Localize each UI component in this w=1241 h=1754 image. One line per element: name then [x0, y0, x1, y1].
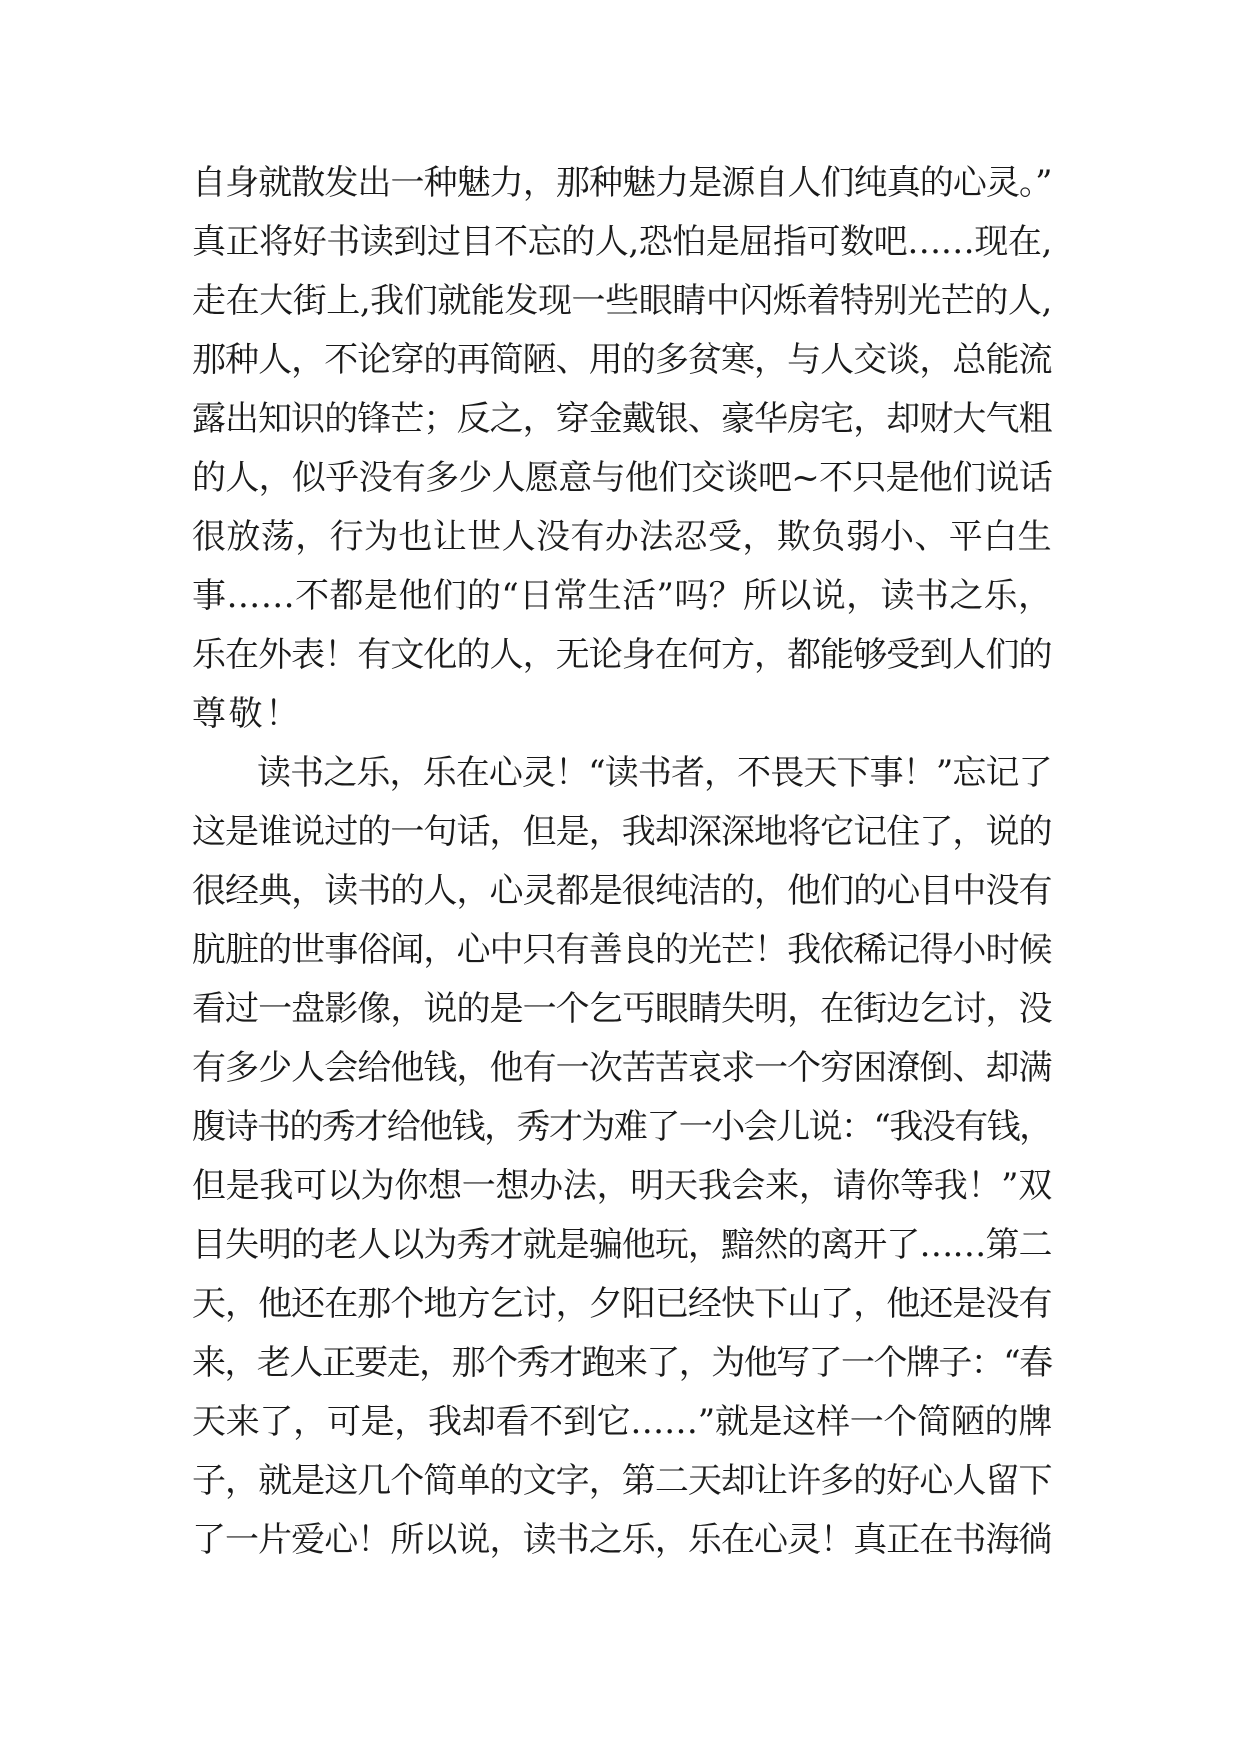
- text-line: 那种人，不论穿的再简陋、用的多贫寒，与人交谈，总能流: [192, 340, 1052, 380]
- text-line: 有多少人会给他钱，他有一次苦苦哀求一个穷困潦倒、却满: [192, 1048, 1052, 1088]
- text-line: 但是我可以为你想一想办法，明天我会来，请你等我！”双: [192, 1166, 1052, 1206]
- text-line: 走在大街上,我们就能发现一些眼睛中闪烁着特别光芒的人,: [192, 281, 1052, 321]
- text-line: 乐在外表！有文化的人，无论身在何方，都能够受到人们的: [192, 635, 1052, 675]
- text-line: 天，他还在那个地方乞讨，夕阳已经快下山了，他还是没有: [192, 1284, 1052, 1324]
- text-line: 子，就是这几个简单的文字，第二天却让许多的好心人留下: [192, 1461, 1052, 1501]
- text-line: 来，老人正要走，那个秀才跑来了，为他写了一个牌子：“春: [192, 1343, 1052, 1383]
- text-line: 腹诗书的秀才给他钱，秀才为难了一小会儿说：“我没有钱，: [192, 1107, 1052, 1147]
- text-line: 很放荡，行为也让世人没有办法忍受，欺负弱小、平白生: [192, 517, 1052, 557]
- paragraph-first-line: 读书之乐，乐在心灵！“读书者，不畏天下事！”忘记了: [257, 753, 1052, 793]
- text-line: 看过一盘影像，说的是一个乞丐眼睛失明，在街边乞讨，没: [192, 989, 1052, 1029]
- text-line: 肮脏的世事俗闻，心中只有善良的光芒！我依稀记得小时候: [192, 930, 1052, 970]
- text-line: 了一片爱心！所以说，读书之乐，乐在心灵！真正在书海徜: [192, 1520, 1052, 1560]
- text-line: 这是谁说过的一句话，但是，我却深深地将它记住了，说的: [192, 812, 1052, 852]
- text-line: 很经典，读书的人，心灵都是很纯洁的，他们的心目中没有: [192, 871, 1052, 911]
- text-line: 露出知识的锋芒；反之，穿金戴银、豪华房宅，却财大气粗: [192, 399, 1052, 439]
- text-line: 真正将好书读到过目不忘的人,恐怕是屈指可数吧……现在,: [192, 222, 1052, 262]
- text-line: 自身就散发出一种魅力，那种魅力是源自人们纯真的心灵。”: [192, 163, 1052, 203]
- text-line: 尊敬！: [192, 694, 302, 734]
- text-line: 目失明的老人以为秀才就是骗他玩，黯然的离开了……第二: [192, 1225, 1052, 1265]
- text-line: 的人，似乎没有多少人愿意与他们交谈吧~不只是他们说话: [192, 458, 1053, 498]
- text-line: 事……不都是他们的“日常生活”吗？所以说，读书之乐，: [192, 576, 1053, 616]
- text-line: 天来了，可是，我却看不到它……”就是这样一个简陋的牌: [192, 1402, 1052, 1442]
